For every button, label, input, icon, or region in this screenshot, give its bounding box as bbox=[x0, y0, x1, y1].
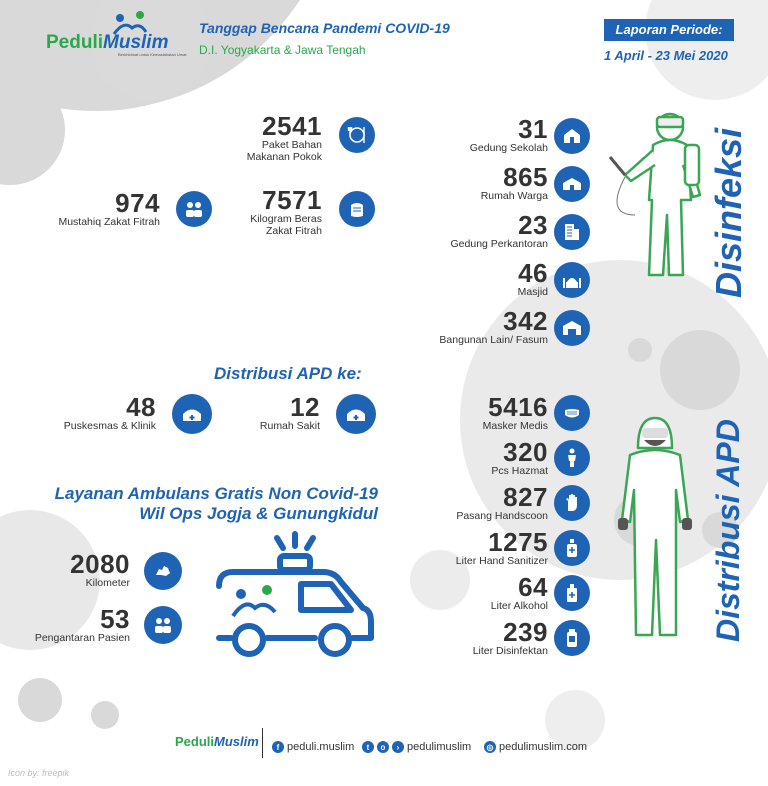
mask-icon bbox=[554, 395, 590, 431]
page-title: Tanggap Bencana Pandemi COVID-19 bbox=[199, 20, 450, 36]
stat-label: Masjid bbox=[517, 286, 548, 298]
ambulance-heading-line1: Layanan Ambulans Gratis Non Covid-19 bbox=[54, 484, 378, 503]
footer-website-text: pedulimuslim.com bbox=[499, 741, 588, 753]
stat-label: Gedung Perkantoran bbox=[450, 238, 548, 250]
footer-divider bbox=[262, 728, 263, 758]
glove-icon bbox=[554, 485, 590, 521]
stat-label: Rumah Sakit bbox=[259, 420, 320, 432]
ambulance-heading-line2: Wil Ops Jogja & Gunungkidul bbox=[139, 504, 378, 523]
brand-logo bbox=[46, 10, 196, 57]
disinfeksi-item bbox=[420, 306, 592, 354]
stat-value: 64 bbox=[518, 572, 548, 602]
stat-label: Makanan Pokok bbox=[246, 151, 322, 163]
apd-title: Distribusi APD bbox=[710, 419, 746, 642]
disinfeksi-item bbox=[420, 210, 592, 258]
stat-beras bbox=[200, 187, 322, 237]
stat-label: Liter Alkohol bbox=[490, 600, 548, 612]
facebook-icon: f bbox=[272, 741, 284, 753]
footer-brand-right: Muslim bbox=[214, 734, 259, 749]
stat-value: 7571 bbox=[262, 185, 322, 215]
stat-value: 23 bbox=[518, 210, 548, 240]
map-icon bbox=[144, 552, 182, 590]
stat-label: Liter Disinfektan bbox=[472, 645, 548, 657]
footer-brand-left: Peduli bbox=[175, 734, 215, 749]
footer-logo bbox=[175, 734, 259, 749]
disinfeksi-list bbox=[420, 114, 592, 354]
footer-social-link[interactable] bbox=[362, 741, 471, 753]
meal-icon bbox=[339, 117, 375, 153]
disinfeksi-item bbox=[420, 114, 592, 162]
building-icon bbox=[554, 310, 590, 346]
stat-value: 31 bbox=[518, 114, 548, 144]
mosque-icon bbox=[554, 262, 590, 298]
disinfectant-icon bbox=[554, 620, 590, 656]
stat-label: Zakat Fitrah bbox=[265, 225, 322, 237]
stat-value: 12 bbox=[290, 392, 320, 422]
disinfeksi-title: Disinfeksi bbox=[708, 127, 749, 298]
stat-label: Kilometer bbox=[85, 577, 130, 589]
house-icon bbox=[554, 166, 590, 202]
stat-value: 1275 bbox=[488, 527, 548, 557]
sanitizer-icon bbox=[554, 530, 590, 566]
apd-item bbox=[420, 574, 592, 619]
apd-item bbox=[420, 484, 592, 529]
globe-icon: ◎ bbox=[484, 741, 496, 753]
stat-label: Masker Medis bbox=[482, 420, 548, 432]
telegram-icon: › bbox=[392, 741, 404, 753]
stat-label: Paket Bahan bbox=[261, 139, 322, 151]
instagram-icon: o bbox=[377, 741, 389, 753]
footer-facebook-text: peduli.muslim bbox=[287, 741, 355, 753]
sprayer-worker-illustration bbox=[605, 105, 705, 290]
school-icon bbox=[554, 118, 590, 154]
ambulance-heading bbox=[12, 484, 378, 524]
stat-pasien bbox=[10, 606, 130, 644]
stat-value: 342 bbox=[503, 306, 548, 336]
icon-credit: Icon by: freepik bbox=[8, 768, 70, 778]
disinfeksi-item bbox=[420, 162, 592, 210]
period-label-badge: Laporan Periode: bbox=[604, 19, 734, 41]
stat-puskesmas bbox=[30, 394, 156, 432]
apd-list bbox=[420, 394, 592, 664]
footer-facebook-link[interactable] bbox=[272, 741, 354, 753]
stat-label: Liter Hand Sanitizer bbox=[455, 555, 548, 567]
alcohol-icon bbox=[554, 575, 590, 611]
ambulance-illustration bbox=[205, 528, 385, 663]
stat-label: Pasang Handscoon bbox=[456, 510, 548, 522]
stat-label: Puskesmas & Klinik bbox=[63, 420, 156, 432]
stat-label: Bangunan Lain/ Fasum bbox=[439, 334, 548, 346]
stat-rumah-sakit bbox=[200, 394, 320, 432]
apd-item bbox=[420, 529, 592, 574]
stat-label: Pengantaran Pasien bbox=[34, 632, 130, 644]
apd-item bbox=[420, 394, 592, 439]
office-icon bbox=[554, 214, 590, 250]
stat-value: 827 bbox=[503, 482, 548, 512]
stat-value: 2541 bbox=[262, 111, 322, 141]
stat-label: Mustahiq Zakat Fitrah bbox=[58, 216, 160, 228]
footer-website-link[interactable] bbox=[484, 741, 587, 753]
footer-social-text: pedulimuslim bbox=[407, 741, 472, 753]
stat-label: Pcs Hazmat bbox=[491, 465, 548, 477]
stat-label: Kilogram Beras bbox=[250, 213, 322, 225]
brand-name-left: Peduli bbox=[46, 32, 104, 53]
stat-mustahiq bbox=[40, 190, 160, 228]
stat-value: 48 bbox=[126, 392, 156, 422]
twitter-icon: t bbox=[362, 741, 374, 753]
apd-item bbox=[420, 439, 592, 484]
stat-value: 5416 bbox=[488, 392, 548, 422]
stat-value: 46 bbox=[518, 258, 548, 288]
brand-tagline: Berkhidmat untuk Kemaslahatan Umat bbox=[118, 52, 187, 57]
apd-distribution-heading: Distribusi APD ke: bbox=[214, 364, 362, 383]
stat-label: Gedung Sekolah bbox=[469, 142, 548, 154]
stat-value: 865 bbox=[503, 162, 548, 192]
stat-paket bbox=[200, 113, 322, 163]
brand-name-right: Muslim bbox=[103, 32, 169, 53]
stat-value: 2080 bbox=[70, 549, 130, 579]
stat-value: 974 bbox=[115, 188, 160, 218]
hazmat-worker-illustration bbox=[600, 410, 710, 640]
patients-icon bbox=[144, 606, 182, 644]
stat-value: 53 bbox=[100, 604, 130, 634]
period-range: 1 April - 23 Mei 2020 bbox=[604, 48, 728, 63]
rice-sack-icon bbox=[339, 191, 375, 227]
disinfeksi-item bbox=[420, 258, 592, 306]
apd-item bbox=[420, 619, 592, 664]
stat-kilometer bbox=[10, 551, 130, 589]
region-subtitle: D.I. Yogyakarta & Jawa Tengah bbox=[199, 43, 366, 57]
stat-value: 320 bbox=[503, 437, 548, 467]
stat-value: 239 bbox=[503, 617, 548, 647]
stat-label: Rumah Warga bbox=[480, 190, 548, 202]
hospital-icon bbox=[336, 394, 376, 434]
hazmat-icon bbox=[554, 440, 590, 476]
